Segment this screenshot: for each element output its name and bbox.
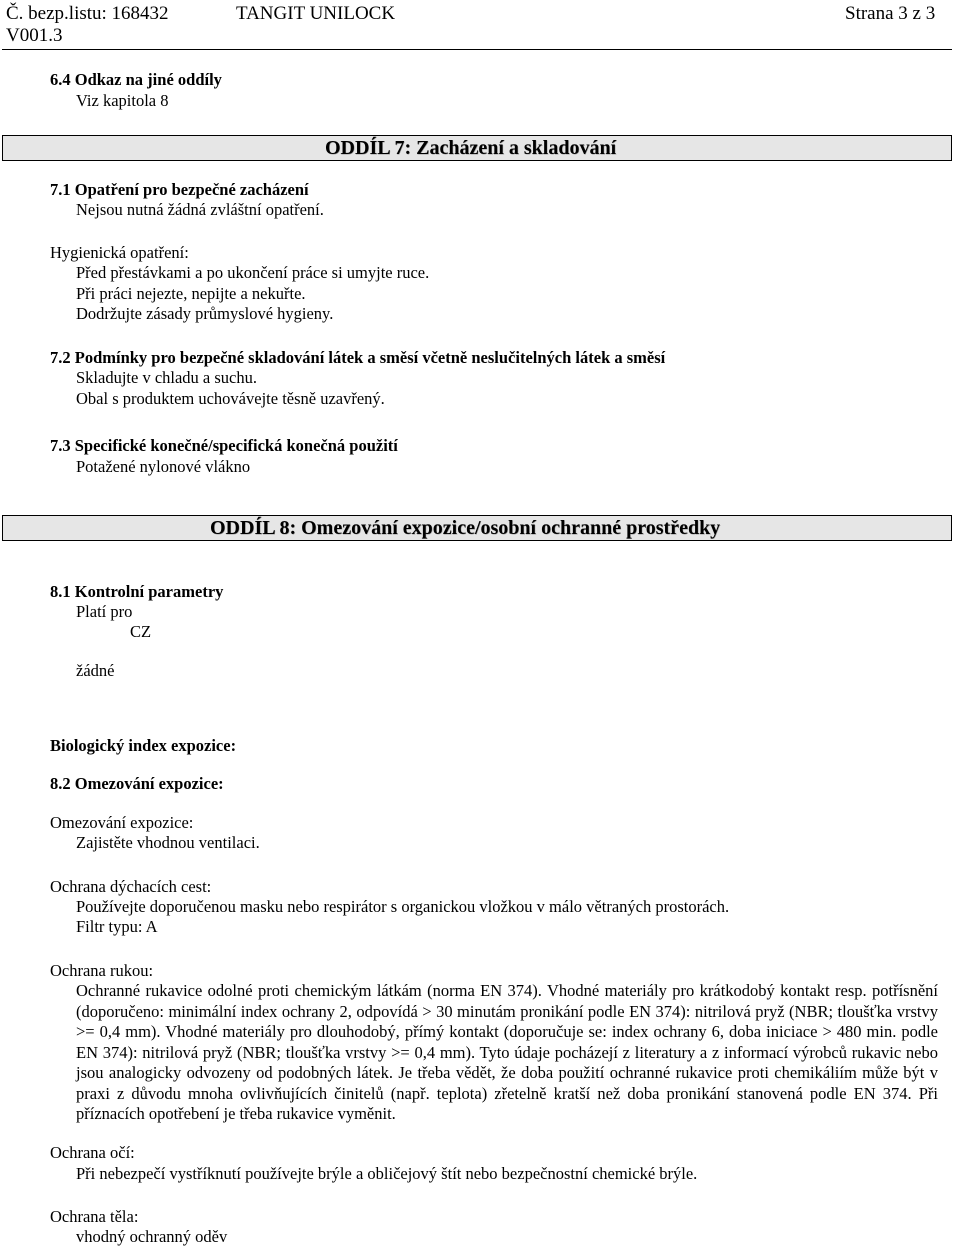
section7-title: ODDÍL 7: Zacházení a skladování	[325, 137, 617, 159]
section8-header	[2, 515, 952, 541]
respiratory-line: Filtr typu: A	[76, 917, 158, 936]
hygiene-line: Dodržujte zásady průmyslové hygieny.	[76, 304, 334, 323]
eyes-text: Při nebezpečí vystříknutí používejte brýle a obličejový štít nebo bezpečnostní chemické brýle.	[76, 1164, 698, 1183]
hygiene-line: Při práci nejezte, nepijte a nekuřte.	[76, 284, 306, 303]
s7-3-title: 7.3 Specifické konečné/specifická konečná použití	[50, 436, 398, 455]
s7-3-text: Potažené nylonové vlákno	[76, 457, 251, 476]
page-number: Strana 3 z 3	[845, 3, 936, 24]
hygiene-label: Hygienická opatření:	[50, 243, 189, 262]
hygiene-line: Před přestávkami a po ukončení práce si umyjte ruce.	[76, 263, 430, 282]
section7-header	[2, 135, 952, 161]
exposure-label: Omezování expozice:	[50, 813, 194, 832]
s8-1-title: 8.1 Kontrolní parametry	[50, 582, 224, 601]
respiratory-label: Ochrana dýchacích cest:	[50, 877, 212, 896]
s7-2-line: Obal s produktem uchovávejte těsně uzavřený.	[76, 389, 385, 408]
body-label: Ochrana těla:	[50, 1207, 139, 1226]
s7-2-title: 7.2 Podmínky pro bezpečné skladování látek a směsí včetně neslučitelných látek a směsí	[50, 348, 666, 367]
applies-label: Platí pro	[76, 602, 133, 621]
s6-4-title: 6.4 Odkaz na jiné oddíly	[50, 70, 222, 89]
s8-1-value: žádné	[76, 661, 115, 680]
s8-2-title: 8.2 Omezování expozice:	[50, 774, 224, 793]
s6-4-text: Viz kapitola 8	[76, 91, 169, 110]
hands-label: Ochrana rukou:	[50, 961, 154, 980]
hands-text: Ochranné rukavice odolné proti chemickým látkám (norma EN 374). Vhodné materiály pro krátkodobý kontakt resp. potřísnění (doporučeno: minimální index ochrany 2, odpovídá > 30 minutám pronikání podle EN 374): nitrilová pryž (NBR; tloušťka vrstvy >= 0,4 mm). Vhodné materiály pro dlouhodobý, přímý kontakt (doporučuje se: index ochrany 6, doba iniciace > 480 min. podle EN 374): nitrilová pryž (NBR; tloušťka vrstvy >= 0,4 mm). Tyto údaje pocházejí z literatury a z informací výrobců rukavic nebo jsou analogicky odvozeny od podobných látek. Je třeba vědět, že doba použití ochranné rukavice proti chemikáliím může být v praxi z důvodu mnoha ovlivňujících činitelů (např. teplota) zřetelně kratší než doba pronikání stanovená podle EN 374. Při příznacích opotřebení je třeba rukavice vyměnit.	[76, 981, 938, 1123]
doc-version: V001.3	[6, 25, 63, 46]
bio-index-label: Biologický index expozice:	[50, 736, 237, 755]
header-rule	[2, 49, 952, 50]
country-code: CZ	[130, 622, 152, 641]
eyes-label: Ochrana očí:	[50, 1143, 135, 1162]
respiratory-line: Používejte doporučenou masku nebo respirátor s organickou vložkou v málo větraných prostorách.	[76, 897, 730, 916]
exposure-text: Zajistěte vhodnou ventilaci.	[76, 833, 260, 852]
s7-1-text: Nejsou nutná žádná zvláštní opatření.	[76, 200, 324, 219]
body-text: vhodný ochranný oděv	[76, 1227, 228, 1246]
s7-1-title: 7.1 Opatření pro bezpečné zacházení	[50, 180, 309, 199]
s7-2-line: Skladujte v chladu a suchu.	[76, 368, 258, 387]
section8-title: ODDÍL 8: Omezování expozice/osobní ochranné prostředky	[210, 517, 721, 539]
product-name: TANGIT UNILOCK	[236, 3, 396, 24]
doc-number: Č. bezp.listu: 168432	[6, 3, 169, 24]
